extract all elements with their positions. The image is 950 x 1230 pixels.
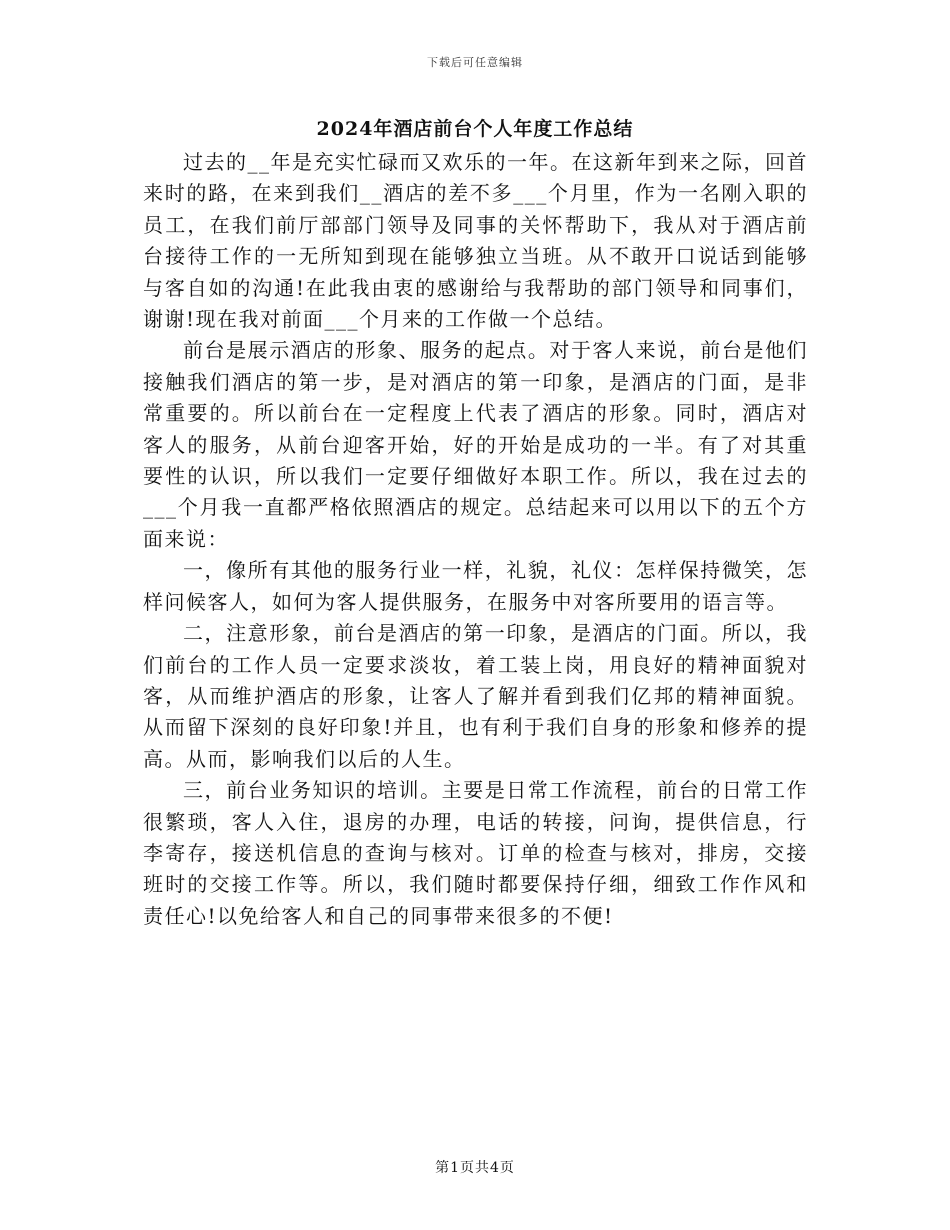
paragraph-point-one: 一，像所有其他的服务行业一样，礼貌，礼仪：怎样保持微笑，怎样问候客人，如何为客人提供服务，在服务中对客所要用的语言等。 [143,558,808,614]
paragraph-point-three: 三，前台业务知识的培训。主要是日常工作流程，前台的日常工作很繁琐，客人入住，退房的办理，电话的转接，问询，提供信息，行李寄存，接送机信息的查询与核对。订单的检查与核对，排房，交接班时的交接工作等。所以，我们随时都要保持仔细，细致工作作风和责任心!以免给客人和自己的同事带来很多的不便! [143,778,808,928]
header-note: 下载后可任意编辑 [427,56,523,69]
paragraph-point-two: 二，注意形象，前台是酒店的第一印象，是酒店的门面。所以，我们前台的工作人员一定要求淡妆，着工装上岗，用良好的精神面貌对客，从而维护酒店的形象，让客人了解并看到我们亿邦的精神面貌。从而留下深刻的良好印象!并且，也有利于我们自身的形象和修养的提高。从而，影响我们以后的人生。 [143,621,808,771]
document-title: 2024年酒店前台个人年度工作总结 [316,118,634,140]
document-body [143,147,808,932]
page-number-footer: 第1页共4页 [435,1160,515,1176]
paragraph-intro: 过去的__年是充实忙碌而又欢乐的一年。在这新年到来之际，回首来时的路，在来到我们__酒店的差不多___个月里，作为一名刚入职的员工，在我们前厅部部门领导及同事的关怀帮助下，我从对于酒店前台接待工作的一无所知到现在能够独立当班。从不敢开口说话到能够与客自如的沟通!在此我由衷的感谢给与我帮助的部门领导和同事们，谢谢!现在我对前面___个月来的工作做一个总结。 [143,150,808,332]
paragraph-front-desk: 前台是展示酒店的形象、服务的起点。对于客人来说，前台是他们接触我们酒店的第一步，是对酒店的第一印象，是酒店的门面，是非常重要的。所以前台在一定程度上代表了酒店的形象。同时，酒店对客人的服务，从前台迎客开始，好的开始是成功的一半。有了对其重要性的认识，所以我们一定要仔细做好本职工作。所以，我在过去的___个月我一直都严格依照酒店的规定。总结起来可以用以下的五个方面来说： [143,338,808,551]
